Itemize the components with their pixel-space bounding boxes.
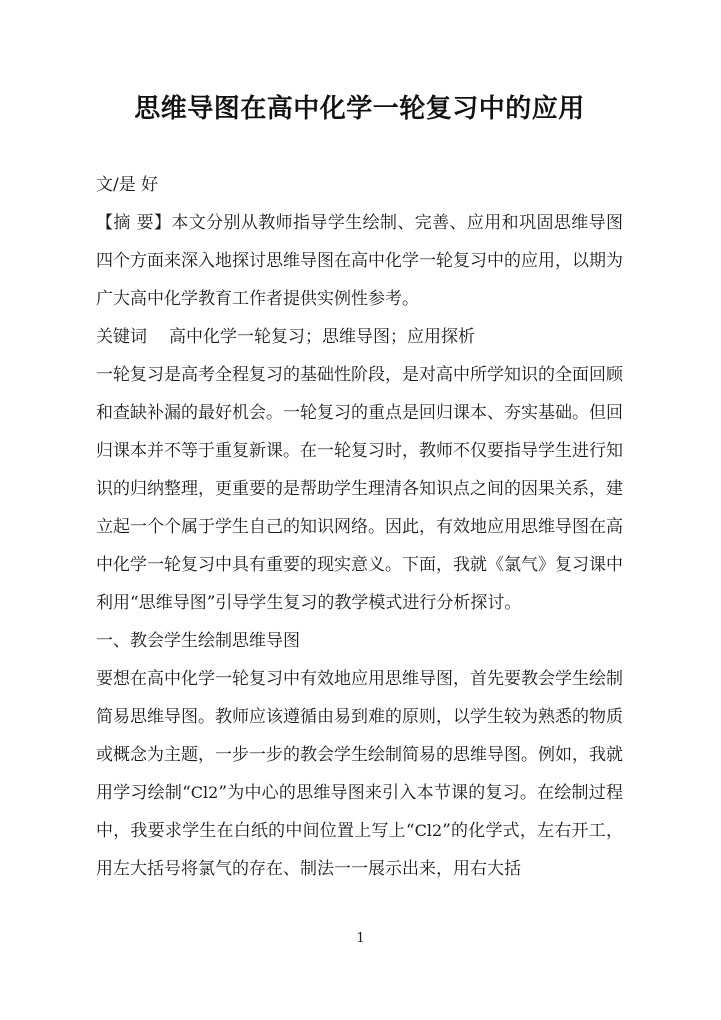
- keywords-label: 关键词: [96, 327, 147, 347]
- introduction-paragraph: 一轮复习是高考全程复习的基础性阶段，是对高中所学知识的全面回顾和查缺补漏的最好机会。一轮复习的重点是回归课本、夯实基础。但回归课本并不等于重复新课。在一轮复习时，教师不仅要指导学生进行知识的归纳整理，更重要的是帮助学生理清各知识点之间的因果关系，建立起一个个属于学生自己的知识网络。因此，有效地应用思维导图在高中化学一轮复习中具有重要的现实意义。下面，我就《氯气》复习课中利用“思维导图”引导学生复习的教学模式进行分析探讨。: [96, 365, 623, 613]
- page-title: 思维导图在高中化学一轮复习中的应用: [134, 94, 585, 124]
- keywords-text: 高中化学一轮复习；思维导图；应用探析: [169, 327, 475, 347]
- page-number: 1: [356, 931, 365, 946]
- abstract-text: 本文分别从教师指导学生绘制、完善、应用和巩固思维导图四个方面来深入地探讨思维导图在高中化学一轮复习中的应用，以期为广大高中化学教育工作者提供实例性参考。: [96, 213, 624, 309]
- section-one-paragraph: [96, 660, 623, 888]
- page-content: [96, 0, 623, 888]
- section-one-text-part-2: ”为中心的思维导图来引入本节课的复习。在绘制过程中，我要求学生在白纸的中间位置上写上“: [96, 783, 623, 841]
- chemical-formula-chlorine-1: Cl2: [190, 783, 219, 802]
- author-byline: 文/是 好: [96, 175, 159, 195]
- section-heading-one: 一、教会学生绘制思维导图: [96, 631, 300, 651]
- abstract-paragraph: [96, 204, 623, 318]
- abstract-label: 【摘 要】: [96, 213, 172, 233]
- keywords-line: [96, 318, 623, 356]
- section-one-text-part-3: ”的化学式，左右开工，用左大括号将氯气的存在、制法一一展示出来，用右大括: [96, 821, 623, 879]
- section-one-text-part-1: 要想在高中化学一轮复习中有效地应用思维导图，首先要教会学生绘制简易思维导图。教师应该遵循由易到难的原则，以学生较为熟悉的物质或概念为主题，一步一步的教会学生绘制简易的思维导图。例如，我就用学习绘制“: [96, 669, 623, 803]
- chemical-formula-chlorine-2: Cl2: [414, 821, 443, 840]
